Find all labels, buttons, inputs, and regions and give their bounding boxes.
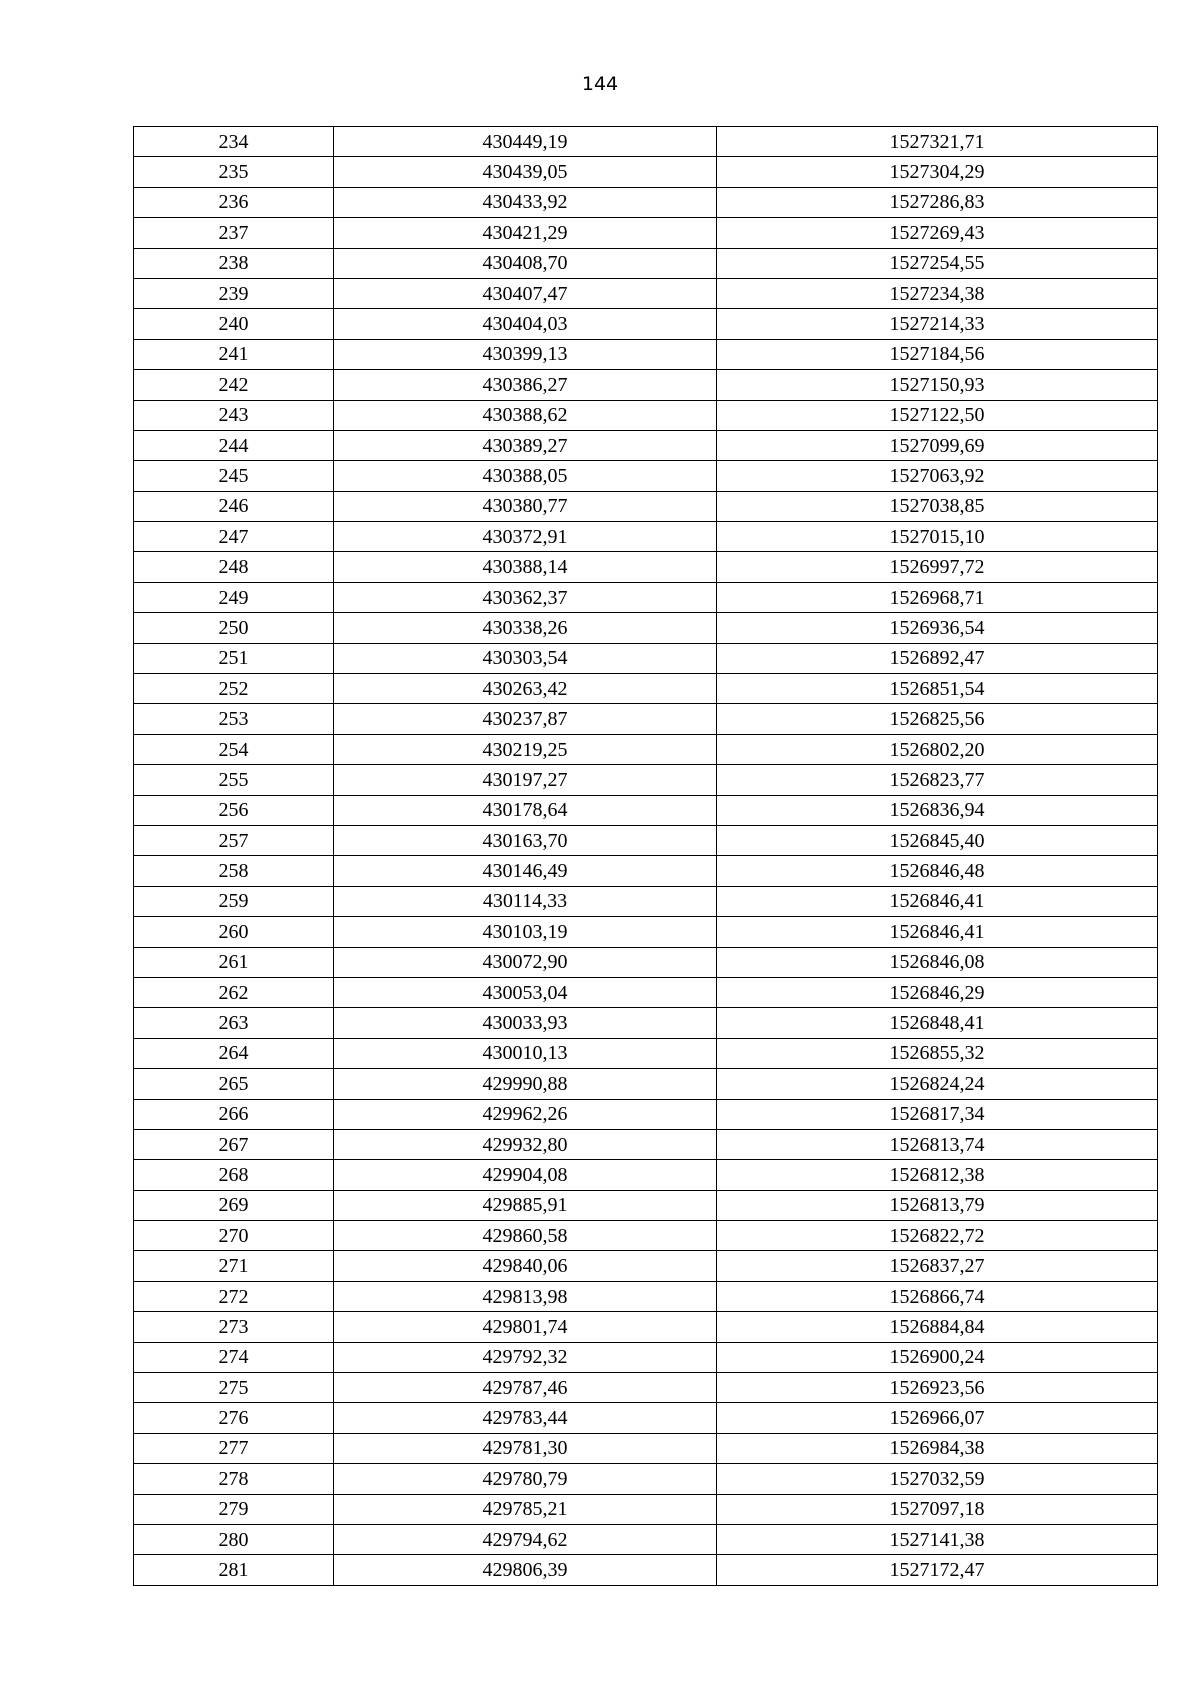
x-coordinate-cell: 430103,19 (334, 917, 717, 947)
table-row (134, 1069, 1158, 1099)
table-row (134, 582, 1158, 612)
point-number-cell: 234 (134, 127, 334, 157)
table-row (134, 461, 1158, 491)
table-row (134, 430, 1158, 460)
coordinates-table (133, 126, 1158, 1586)
y-coordinate-cell: 1527099,69 (717, 430, 1158, 460)
table-row (134, 1403, 1158, 1433)
y-coordinate-cell: 1526884,84 (717, 1312, 1158, 1342)
x-coordinate-cell: 430263,42 (334, 674, 717, 704)
x-coordinate-cell: 430072,90 (334, 947, 717, 977)
y-coordinate-cell: 1527015,10 (717, 522, 1158, 552)
table-row (134, 1494, 1158, 1524)
y-coordinate-cell: 1527038,85 (717, 491, 1158, 521)
point-number-cell: 253 (134, 704, 334, 734)
point-number-cell: 243 (134, 400, 334, 430)
x-coordinate-cell: 429794,62 (334, 1524, 717, 1554)
y-coordinate-cell: 1527150,93 (717, 370, 1158, 400)
y-coordinate-cell: 1526866,74 (717, 1281, 1158, 1311)
x-coordinate-cell: 430219,25 (334, 734, 717, 764)
y-coordinate-cell: 1526837,27 (717, 1251, 1158, 1281)
y-coordinate-cell: 1526968,71 (717, 582, 1158, 612)
x-coordinate-cell: 430386,27 (334, 370, 717, 400)
y-coordinate-cell: 1526822,72 (717, 1221, 1158, 1251)
y-coordinate-cell: 1527063,92 (717, 461, 1158, 491)
x-coordinate-cell: 429801,74 (334, 1312, 717, 1342)
y-coordinate-cell: 1526846,41 (717, 917, 1158, 947)
point-number-cell: 277 (134, 1433, 334, 1463)
y-coordinate-cell: 1526846,29 (717, 977, 1158, 1007)
y-coordinate-cell: 1526855,32 (717, 1038, 1158, 1068)
table-row (134, 1281, 1158, 1311)
point-number-cell: 241 (134, 339, 334, 369)
point-number-cell: 240 (134, 309, 334, 339)
x-coordinate-cell: 430237,87 (334, 704, 717, 734)
y-coordinate-cell: 1527214,33 (717, 309, 1158, 339)
table-row (134, 917, 1158, 947)
point-number-cell: 250 (134, 613, 334, 643)
x-coordinate-cell: 430388,14 (334, 552, 717, 582)
point-number-cell: 260 (134, 917, 334, 947)
y-coordinate-cell: 1526900,24 (717, 1342, 1158, 1372)
x-coordinate-cell: 429806,39 (334, 1555, 717, 1585)
point-number-cell: 281 (134, 1555, 334, 1585)
x-coordinate-cell: 429932,80 (334, 1129, 717, 1159)
table-row (134, 1160, 1158, 1190)
x-coordinate-cell: 430146,49 (334, 856, 717, 886)
x-coordinate-cell: 430421,29 (334, 218, 717, 248)
point-number-cell: 258 (134, 856, 334, 886)
y-coordinate-cell: 1526823,77 (717, 765, 1158, 795)
y-coordinate-cell: 1526817,34 (717, 1099, 1158, 1129)
point-number-cell: 256 (134, 795, 334, 825)
y-coordinate-cell: 1526892,47 (717, 643, 1158, 673)
point-number-cell: 270 (134, 1221, 334, 1251)
x-coordinate-cell: 430389,27 (334, 430, 717, 460)
x-coordinate-cell: 430053,04 (334, 977, 717, 1007)
table-row (134, 339, 1158, 369)
point-number-cell: 237 (134, 218, 334, 248)
x-coordinate-cell: 430407,47 (334, 278, 717, 308)
y-coordinate-cell: 1526812,38 (717, 1160, 1158, 1190)
y-coordinate-cell: 1527032,59 (717, 1464, 1158, 1494)
point-number-cell: 239 (134, 278, 334, 308)
x-coordinate-cell: 430114,33 (334, 886, 717, 916)
table-row (134, 613, 1158, 643)
point-number-cell: 268 (134, 1160, 334, 1190)
point-number-cell: 249 (134, 582, 334, 612)
x-coordinate-cell: 429787,46 (334, 1373, 717, 1403)
point-number-cell: 254 (134, 734, 334, 764)
x-coordinate-cell: 430439,05 (334, 157, 717, 187)
y-coordinate-cell: 1527269,43 (717, 218, 1158, 248)
table-row (134, 127, 1158, 157)
table-row (134, 1555, 1158, 1585)
point-number-cell: 267 (134, 1129, 334, 1159)
point-number-cell: 266 (134, 1099, 334, 1129)
point-number-cell: 265 (134, 1069, 334, 1099)
x-coordinate-cell: 430408,70 (334, 248, 717, 278)
point-number-cell: 251 (134, 643, 334, 673)
y-coordinate-cell: 1526846,48 (717, 856, 1158, 886)
y-coordinate-cell: 1527286,83 (717, 187, 1158, 217)
y-coordinate-cell: 1527122,50 (717, 400, 1158, 430)
y-coordinate-cell: 1526813,79 (717, 1190, 1158, 1220)
x-coordinate-cell: 429783,44 (334, 1403, 717, 1433)
y-coordinate-cell: 1526923,56 (717, 1373, 1158, 1403)
point-number-cell: 261 (134, 947, 334, 977)
table-row (134, 491, 1158, 521)
y-coordinate-cell: 1527254,55 (717, 248, 1158, 278)
table-row (134, 947, 1158, 977)
x-coordinate-cell: 430372,91 (334, 522, 717, 552)
point-number-cell: 248 (134, 552, 334, 582)
point-number-cell: 269 (134, 1190, 334, 1220)
y-coordinate-cell: 1526936,54 (717, 613, 1158, 643)
point-number-cell: 278 (134, 1464, 334, 1494)
x-coordinate-cell: 429885,91 (334, 1190, 717, 1220)
table-row (134, 795, 1158, 825)
x-coordinate-cell: 430033,93 (334, 1008, 717, 1038)
y-coordinate-cell: 1526845,40 (717, 825, 1158, 855)
x-coordinate-cell: 430010,13 (334, 1038, 717, 1068)
x-coordinate-cell: 430388,62 (334, 400, 717, 430)
y-coordinate-cell: 1526824,24 (717, 1069, 1158, 1099)
point-number-cell: 276 (134, 1403, 334, 1433)
point-number-cell: 273 (134, 1312, 334, 1342)
x-coordinate-cell: 430388,05 (334, 461, 717, 491)
table-row (134, 643, 1158, 673)
point-number-cell: 247 (134, 522, 334, 552)
point-number-cell: 236 (134, 187, 334, 217)
page-number: 144 (581, 73, 619, 95)
point-number-cell: 246 (134, 491, 334, 521)
point-number-cell: 271 (134, 1251, 334, 1281)
table-row (134, 400, 1158, 430)
y-coordinate-cell: 1526984,38 (717, 1433, 1158, 1463)
y-coordinate-cell: 1526851,54 (717, 674, 1158, 704)
point-number-cell: 262 (134, 977, 334, 1007)
y-coordinate-cell: 1527234,38 (717, 278, 1158, 308)
point-number-cell: 274 (134, 1342, 334, 1372)
table-row (134, 1342, 1158, 1372)
point-number-cell: 264 (134, 1038, 334, 1068)
table-row (134, 218, 1158, 248)
y-coordinate-cell: 1527184,56 (717, 339, 1158, 369)
table-row (134, 309, 1158, 339)
x-coordinate-cell: 429792,32 (334, 1342, 717, 1372)
table-row (134, 157, 1158, 187)
x-coordinate-cell: 430449,19 (334, 127, 717, 157)
table-row (134, 1464, 1158, 1494)
x-coordinate-cell: 429962,26 (334, 1099, 717, 1129)
x-coordinate-cell: 430338,26 (334, 613, 717, 643)
y-coordinate-cell: 1526997,72 (717, 552, 1158, 582)
table-row (134, 886, 1158, 916)
point-number-cell: 279 (134, 1494, 334, 1524)
x-coordinate-cell: 429780,79 (334, 1464, 717, 1494)
x-coordinate-cell: 429781,30 (334, 1433, 717, 1463)
x-coordinate-cell: 429860,58 (334, 1221, 717, 1251)
table-row (134, 370, 1158, 400)
table-row (134, 856, 1158, 886)
point-number-cell: 259 (134, 886, 334, 916)
table-row (134, 1524, 1158, 1554)
table-row (134, 1099, 1158, 1129)
point-number-cell: 252 (134, 674, 334, 704)
table-row (134, 1221, 1158, 1251)
point-number-cell: 275 (134, 1373, 334, 1403)
y-coordinate-cell: 1526848,41 (717, 1008, 1158, 1038)
table-row (134, 1373, 1158, 1403)
x-coordinate-cell: 429990,88 (334, 1069, 717, 1099)
table-row (134, 825, 1158, 855)
x-coordinate-cell: 429840,06 (334, 1251, 717, 1281)
point-number-cell: 280 (134, 1524, 334, 1554)
table-row (134, 1129, 1158, 1159)
y-coordinate-cell: 1526846,41 (717, 886, 1158, 916)
table-row (134, 977, 1158, 1007)
table-row (134, 1312, 1158, 1342)
x-coordinate-cell: 430303,54 (334, 643, 717, 673)
table-row (134, 248, 1158, 278)
y-coordinate-cell: 1526825,56 (717, 704, 1158, 734)
point-number-cell: 235 (134, 157, 334, 187)
table-row (134, 1190, 1158, 1220)
x-coordinate-cell: 430163,70 (334, 825, 717, 855)
table-row (134, 552, 1158, 582)
point-number-cell: 255 (134, 765, 334, 795)
table-row (134, 674, 1158, 704)
table-row (134, 1433, 1158, 1463)
point-number-cell: 238 (134, 248, 334, 278)
table-row (134, 187, 1158, 217)
y-coordinate-cell: 1527172,47 (717, 1555, 1158, 1585)
point-number-cell: 242 (134, 370, 334, 400)
table-row (134, 522, 1158, 552)
x-coordinate-cell: 430433,92 (334, 187, 717, 217)
x-coordinate-cell: 429785,21 (334, 1494, 717, 1524)
coordinates-table-body (134, 127, 1158, 1586)
x-coordinate-cell: 430197,27 (334, 765, 717, 795)
x-coordinate-cell: 430399,13 (334, 339, 717, 369)
x-coordinate-cell: 430404,03 (334, 309, 717, 339)
y-coordinate-cell: 1526846,08 (717, 947, 1158, 977)
table-row (134, 1251, 1158, 1281)
table-row (134, 704, 1158, 734)
point-number-cell: 263 (134, 1008, 334, 1038)
x-coordinate-cell: 430362,37 (334, 582, 717, 612)
table-row (134, 765, 1158, 795)
y-coordinate-cell: 1526802,20 (717, 734, 1158, 764)
point-number-cell: 245 (134, 461, 334, 491)
y-coordinate-cell: 1526966,07 (717, 1403, 1158, 1433)
table-row (134, 1038, 1158, 1068)
x-coordinate-cell: 430380,77 (334, 491, 717, 521)
table-row (134, 1008, 1158, 1038)
point-number-cell: 272 (134, 1281, 334, 1311)
y-coordinate-cell: 1527304,29 (717, 157, 1158, 187)
x-coordinate-cell: 429813,98 (334, 1281, 717, 1311)
table-row (134, 734, 1158, 764)
table-row (134, 278, 1158, 308)
point-number-cell: 244 (134, 430, 334, 460)
x-coordinate-cell: 430178,64 (334, 795, 717, 825)
y-coordinate-cell: 1527097,18 (717, 1494, 1158, 1524)
y-coordinate-cell: 1526813,74 (717, 1129, 1158, 1159)
point-number-cell: 257 (134, 825, 334, 855)
y-coordinate-cell: 1526836,94 (717, 795, 1158, 825)
x-coordinate-cell: 429904,08 (334, 1160, 717, 1190)
y-coordinate-cell: 1527321,71 (717, 127, 1158, 157)
y-coordinate-cell: 1527141,38 (717, 1524, 1158, 1554)
